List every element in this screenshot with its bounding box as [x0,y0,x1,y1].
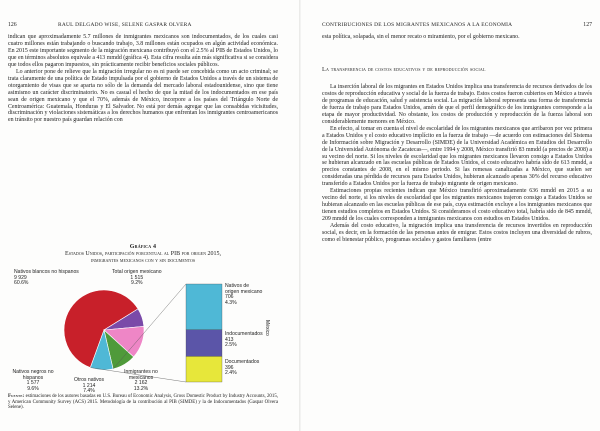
book-gutter [299,0,301,431]
slice-label-nonmexican-immigrants: Inmigrantes no mexicanos 2 162 13.2% [124,369,158,392]
bar-segment-0 [186,284,222,330]
right-paragraph-3: Estimaciones propias recientes indican que México transfirió aproximadamente 636 mmdd en 2015 a su vecino del norte, si los niveles de escolaridad que los migrantes mexicanos trajeron consigo a Estados Unidos se hubieran alcanzado en las escuelas públicas de ese país, cuya estimación excluye a los inmigrantes mexicanos que tienen estudios completos en Estados Unidos. Si consideramos el costo educativo total, habría sido de 845 mmdd, 209 mmdd de los cuales corresponden a inmigrantes mexicanos con estudios en Estados Unidos. [322,188,592,223]
bar-segment-1 [186,330,222,357]
right-running-head [322,22,592,30]
right-running-title: CONTRIBUCIONES DE LOS MIGRANTES MEXICANOS A LA ECONOMÍA [322,22,513,28]
slice-label-other-natives: Otros nativos 1 214 7.4% [74,377,105,395]
left-paragraph-2: Lo anterior pone de relieve que la migración irregular no es ni puede ser concebida como un acto criminal; se trata claramente de una política de Estado impulsada por el gobierno de Estados Unidos a través de un sistema de otorgamiento de visas que se aparta no sólo de la demanda del mercado laboral estadounidense, sino que tiene asimismo un carácter discriminatorio. No es casual el hecho de que la mitad de los indocumentados en ese país sean de origen mexicano y que el 70%, además de México, incorpore a los países del Triángulo Norte de Centroamérica: Guatemala, Honduras y El Salvador. No está por demás agregar que las consabidas vicisitudes, discriminación y violaciones sistemáticas a los derechos humanos que enfrentan los inmigrantes centroamericanos en tránsito por nuestro país guardan relación con [8,68,278,124]
right-opening-text [322,34,592,41]
figure-source-note [8,394,278,411]
slice-label-black-nonhispanic: Nativos negros no hispanos 1 577 9.6% [12,369,54,392]
right-paragraph-2: En efecto, al tomar en cuenta el nivel de escolaridad de los migrantes mexicanos que arribaron por vez primera a Estados Unidos y el costo educativo implícito en la fuerza de trabajo —de acuerdo con estimaciones del Sistema de Información sobre Migración y Desarrollo (SIMDE) de la Universidad Académica en Estudios del Desarrollo de la Universidad Autónoma de Zacatecas—, entre 1994 y 2008, México transfirió 83 mmdd (a precios de 2008) a su vecino del norte. Si los niveles de escolaridad que los migrantes mexicanos llevaron consigo a Estados Unidos se hubieran alcanzado en las escuelas públicas de Estados Unidos, el costo educativo habría sido de 613 mmdd, a precios constantes de 2008, en el mismo periodo. Si las remesas canalizadas a México, que suelen ser consideradas una pérdida de recursos para Estados Unidos, hubieran alcanzado apenas 30% del recurso educativo transferido a Estados Unidos por la fuerza de trabajo migrante de origen mexicano. [322,125,592,188]
left-page [8,22,278,422]
gdp-share-chart [8,266,278,396]
left-running-head [8,22,278,30]
bar-label-native-mexican-origin: Nativos de origen mexicano 706 4.3% [225,283,263,306]
right-page [322,22,592,422]
figure-label: Gráfica 4 [129,244,157,250]
pie-group [64,290,144,370]
left-page-number: 126 [8,22,17,28]
left-running-title: RAÚL DELGADO WISE, SELENE GASPAR OLVERA [58,22,192,28]
right-opening-paragraph: esta política, solapada, sin el menor recato o miramiento, por el gobierno mexicano. [322,34,520,40]
right-paragraph-1: La inserción laboral de los migrantes en Estados Unidos implica una transferencia de recursos derivados de los costos de reproducción educativa y social de la fuerza de trabajo. Estos costos fueron cubiertos en México a través de programas de educación, salud y asistencia social. La migración laboral representa una forma de transferencia de fuerza de trabajo para Estados Unidos, amén de que el perfil demográfico de los inmigrantes corresponde a la etapa de mayor productividad. No obstante, los costos de producción y reproducción de la fuerza laboral son considerablemente menores en México. [322,84,592,125]
section-heading: La transferencia de costos educativos y de reproducción social [322,66,486,73]
breakdown-bar [186,284,222,382]
bar-label-documented: Documentados 396 2.4% [225,359,260,377]
source-note-text: estimaciones de los autores basadas en U.S. Bureau of Economic Analysis, Gross Domestic Product by Industry Accounts, 2015, y American Community Survey (ACS) 2015. Metodología de la contribución al PIB (SIMDE) y la de Indocumentados (Gaspar Olvera Selene). [8,394,278,411]
bar-label-undocumented: Indocumentados 413 2.5% [225,331,263,349]
bar-segment-2 [186,356,222,382]
source-note-lead: Fuente: [8,394,25,399]
figure-title-line-2: inmigrantes mexicanos con y sin documentos [90,257,196,264]
slice-label-white-nonhispanic: Nativos blancos no hispanos 9 929 60.6% [14,269,79,287]
right-page-number: 127 [583,22,592,28]
right-paragraph-4: Además del costo educativo, la migración implica una transferencia de recursos invertidos en reproducción social, es decir, en la formación de las personas antes de emigrar. Estos costos incluyen una diversidad de rubros, como el bienestar público, programas sociales y gastos familiares (entre [322,223,592,243]
breakdown-title-mexico: México [264,320,270,336]
left-paragraph-1: indican que aproximadamente 5.7 millones de inmigrantes mexicanos son indocumentados, de los cuales casi cuatro millones están trabajando o buscando trabajo, 3.8 millones están ocupados en algún actividad económica. En 2015 este importante segmento de la migración mexicana contribuyó con el 2.5% al PIB de Estados Unidos, lo que en términos absolutos equivale a 413 mmdd (gráfica 4). Esta cifra resulta aún más significativa si se considera que todos ellos pagaron impuestos, sin prácticamente recibir beneficios sociales públicos. [8,34,278,68]
right-body-text [322,84,592,244]
slice-label-total-mexican: Total origen mexicano 1 515 9.2% [112,269,162,287]
figure-title [8,244,278,264]
left-body-text [8,34,278,124]
figure-title-line-1: Estados Unidos, participación porcentual al PIB por origen 2015, [65,250,221,257]
